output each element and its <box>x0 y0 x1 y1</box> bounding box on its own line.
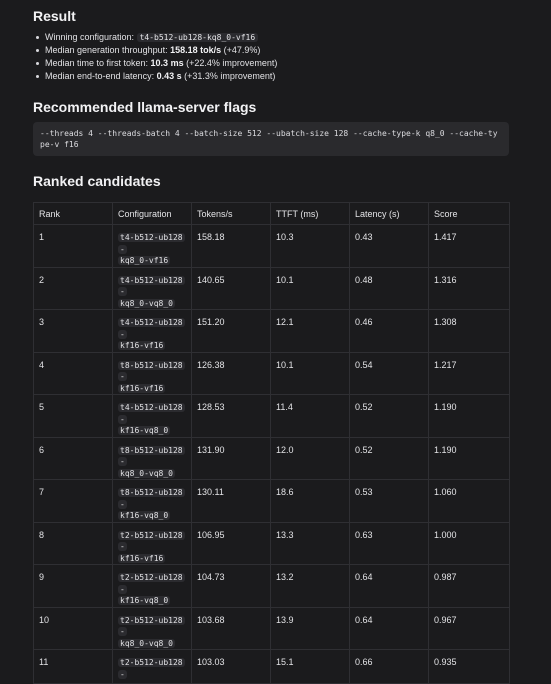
config-cell <box>113 310 192 353</box>
latency-cell: 0.43 <box>350 225 429 268</box>
config-code: t2-b512-ub128- kf16-vq8_0 <box>120 573 183 605</box>
latency-cell: 0.52 <box>350 395 429 438</box>
winning-config-label: Winning configuration: <box>45 32 137 42</box>
table-row <box>34 395 510 438</box>
table-row <box>34 267 510 310</box>
latency-cell: 0.52 <box>350 437 429 480</box>
ttft-cell: 10.3 <box>271 225 350 268</box>
table-header-row <box>34 203 510 225</box>
tokens-cell: 151.20 <box>192 310 271 353</box>
report-content <box>33 8 509 684</box>
score-cell: 1.417 <box>429 225 510 268</box>
config-code: t8-b512-ub128- kf16-vf16 <box>120 360 183 393</box>
config-cell <box>113 395 192 438</box>
throughput-label: Median generation throughput: <box>45 45 171 55</box>
ttft-value: 10.3 ms <box>150 58 184 68</box>
latency-value: 0.43 s <box>156 71 182 81</box>
config-cell <box>113 607 192 650</box>
rank-cell: 9 <box>34 565 113 608</box>
config-code: t4-b512-ub128- kq8_0-vf16 <box>120 233 183 265</box>
throughput-item <box>36 44 509 57</box>
config-cell <box>113 225 192 268</box>
table-row <box>34 437 510 480</box>
header-ttft: TTFT (ms) <box>271 203 350 225</box>
ttft-cell: 12.0 <box>271 437 350 480</box>
tokens-cell: 128.53 <box>192 395 271 438</box>
header-tokens: Tokens/s <box>192 203 271 225</box>
rank-cell: 1 <box>34 225 113 268</box>
score-cell: 0.935 <box>429 650 510 684</box>
result-summary-list <box>36 31 509 83</box>
rank-cell: 5 <box>34 395 113 438</box>
score-cell: 1.060 <box>429 480 510 523</box>
latency-cell: 0.64 <box>350 607 429 650</box>
tokens-cell: 104.73 <box>192 565 271 608</box>
rank-cell: 6 <box>34 437 113 480</box>
ttft-label: Median time to first token: <box>45 58 151 68</box>
config-code: t8-b512-ub128- kf16-vq8_0 <box>120 488 183 520</box>
rank-cell: 8 <box>34 522 113 565</box>
config-cell <box>113 650 192 684</box>
ttft-cell: 15.1 <box>271 650 350 684</box>
header-score: Score <box>429 203 510 225</box>
tokens-cell: 140.65 <box>192 267 271 310</box>
result-heading: Result <box>33 8 76 24</box>
latency-cell: 0.64 <box>350 565 429 608</box>
table-row <box>34 522 510 565</box>
ttft-cell: 18.6 <box>271 480 350 523</box>
score-cell: 0.967 <box>429 607 510 650</box>
tokens-cell: 130.11 <box>192 480 271 523</box>
throughput-change: (+47.9%) <box>221 45 261 55</box>
score-cell: 1.308 <box>429 310 510 353</box>
latency-cell: 0.48 <box>350 267 429 310</box>
latency-cell: 0.66 <box>350 650 429 684</box>
ttft-cell: 10.1 <box>271 267 350 310</box>
config-code: t2-b512-ub128- kf16-vf16 <box>120 530 183 563</box>
ttft-cell: 13.3 <box>271 522 350 565</box>
ttft-cell: 13.9 <box>271 607 350 650</box>
tokens-cell: 158.18 <box>192 225 271 268</box>
latency-label: Median end-to-end latency: <box>45 71 157 81</box>
flags-code-block[interactable]: --threads 4 --threads-batch 4 --batch-size 512 --ubatch-size 128 --cache-type-k q8_0 --cache-type-v f16 <box>33 122 509 156</box>
score-cell: 0.987 <box>429 565 510 608</box>
score-cell: 1.217 <box>429 352 510 395</box>
table-row <box>34 310 510 353</box>
config-cell <box>113 480 192 523</box>
rank-cell: 3 <box>34 310 113 353</box>
latency-item <box>36 70 509 83</box>
table-row <box>34 565 510 608</box>
score-cell: 1.190 <box>429 395 510 438</box>
table-row <box>34 225 510 268</box>
latency-cell: 0.53 <box>350 480 429 523</box>
ttft-item <box>36 57 509 70</box>
rank-cell: 7 <box>34 480 113 523</box>
config-code: t2-b512-ub128- kq8_0-vq8_0 <box>120 615 183 648</box>
config-code: t4-b512-ub128- kf16-vf16 <box>120 318 183 350</box>
latency-change: (+31.3% improvement) <box>181 71 276 81</box>
config-code: t4-b512-ub128- kq8_0-vq8_0 <box>120 275 183 308</box>
config-cell <box>113 267 192 310</box>
config-cell <box>113 565 192 608</box>
rank-cell: 2 <box>34 267 113 310</box>
tokens-cell: 103.03 <box>192 650 271 684</box>
latency-cell: 0.46 <box>350 310 429 353</box>
tokens-cell: 126.38 <box>192 352 271 395</box>
winning-config-item <box>36 31 509 44</box>
latency-cell: 0.54 <box>350 352 429 395</box>
ttft-cell: 10.1 <box>271 352 350 395</box>
throughput-value: 158.18 tok/s <box>170 45 222 55</box>
score-cell: 1.316 <box>429 267 510 310</box>
rank-cell: 10 <box>34 607 113 650</box>
tokens-cell: 103.68 <box>192 607 271 650</box>
config-cell <box>113 522 192 565</box>
ranked-heading: Ranked candidates <box>33 173 161 189</box>
tokens-cell: 106.95 <box>192 522 271 565</box>
table-row <box>34 352 510 395</box>
flags-heading: Recommended llama-server flags <box>33 99 257 115</box>
rank-cell: 4 <box>34 352 113 395</box>
score-cell: 1.190 <box>429 437 510 480</box>
ttft-cell: 13.2 <box>271 565 350 608</box>
config-code: t2-b512-ub128- <box>120 658 183 679</box>
table-row <box>34 607 510 650</box>
config-code: t4-b512-ub128- kf16-vq8_0 <box>120 403 183 435</box>
config-code: t8-b512-ub128- kq8_0-vq8_0 <box>120 445 183 478</box>
table-row <box>34 480 510 523</box>
header-configuration: Configuration <box>113 203 192 225</box>
ranked-table-body <box>34 225 510 684</box>
winning-config-code: t4-b512-ub128-kq8_0-vf16 <box>137 33 259 42</box>
config-cell <box>113 352 192 395</box>
rank-cell: 11 <box>34 650 113 684</box>
ttft-cell: 12.1 <box>271 310 350 353</box>
latency-cell: 0.63 <box>350 522 429 565</box>
config-cell <box>113 437 192 480</box>
tokens-cell: 131.90 <box>192 437 271 480</box>
header-rank: Rank <box>34 203 113 225</box>
header-latency: Latency (s) <box>350 203 429 225</box>
ttft-change: (+22.4% improvement) <box>183 58 278 68</box>
score-cell: 1.000 <box>429 522 510 565</box>
ttft-cell: 11.4 <box>271 395 350 438</box>
table-row <box>34 650 510 684</box>
ranked-table <box>33 202 510 684</box>
